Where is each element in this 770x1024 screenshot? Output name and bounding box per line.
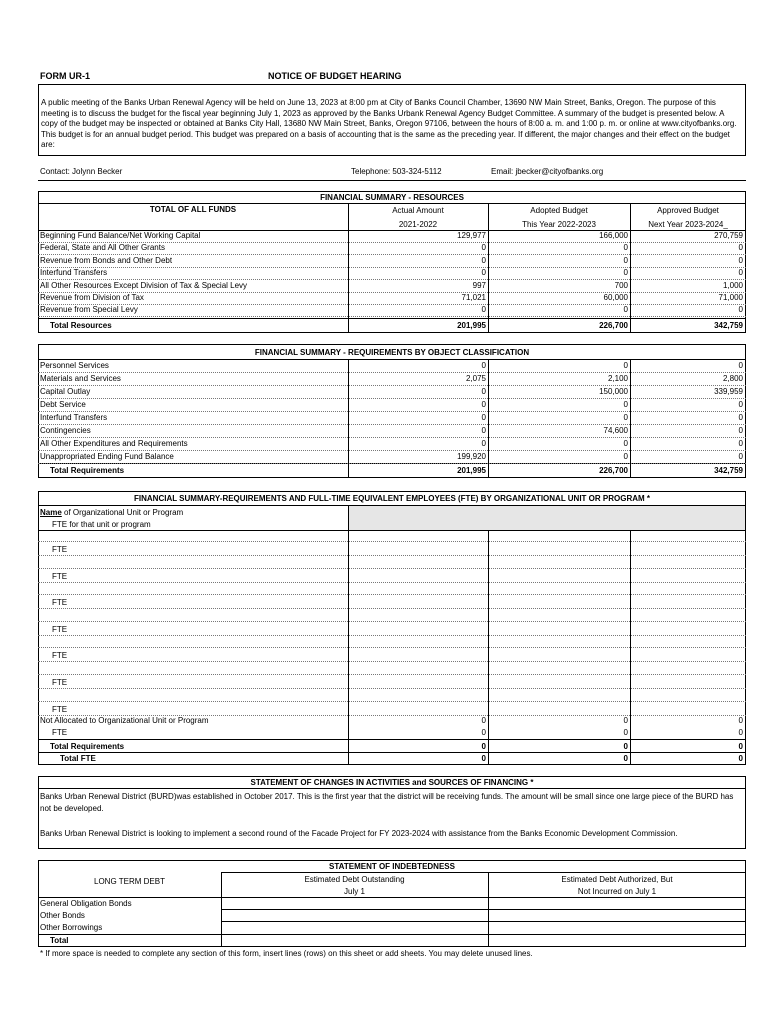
debt-col2-sub: Not Incurred on July 1 <box>577 887 657 896</box>
requirements-row-value-a: 199,920 <box>457 452 486 461</box>
notice-text: A public meeting of the Banks Urban Renewal Agency will be held on June 13, 2023 at 8:00 pm at City of Banks Council Chamber, 13690 NW Main Street, Banks, Oregon. The purpose of this meeting is to discuss the budget for the fiscal year beginning July 1, 2023 as approved by the Banks Urbank Renewal Agency Budget Committee. A summary of the budget is presented below. A copy of the budget may be inspected or obtained at Banks City Hall, 13680 NW Main Street, Banks, Oregon 97106, between the hours of 8:00 a. m. and 1:00 p. m. or online at www.cityofbanks.org. This budget is for an annual budget period. This budget was prepared on a basis of accounting that is the same as the preceding year. If different, the major changes and their effect on the budget are: <box>41 98 737 149</box>
col2-header: Adopted Budget <box>530 206 588 215</box>
resources-row-value-a: 0 <box>481 243 486 253</box>
resources-row-label: Beginning Fund Balance/Net Working Capital <box>40 231 201 240</box>
email-text: Email: jbecker@cityofbanks.org <box>491 167 604 176</box>
not-allocated-fte-a: 0 <box>481 728 486 737</box>
resources-row-value-c: 1,000 <box>722 280 743 290</box>
requirements-row-value-c: 0 <box>738 413 743 422</box>
fte-row-label: FTE <box>52 705 68 714</box>
resources-row-label: Interfund Transfers <box>40 268 108 278</box>
resources-row-value-c: 0 <box>738 243 743 253</box>
resources-row-value-a: 0 <box>481 305 486 315</box>
long-term-debt-header: LONG TERM DEBT <box>94 877 165 886</box>
requirements-row-value-a: 0 <box>481 413 486 422</box>
fte-title: FINANCIAL SUMMARY-REQUIREMENTS AND FULL-TIME EQUIVALENT EMPLOYEES (FTE) BY ORGANIZATIONAL UNIT OR PROGRAM * <box>134 494 650 503</box>
not-allocated-fte-c: 0 <box>738 728 743 737</box>
resources-row-value-b: 0 <box>623 255 628 265</box>
requirements-row-value-c: 2,800 <box>722 374 743 383</box>
not-allocated-fte-label: FTE <box>52 728 68 737</box>
total-fte-b: 0 <box>623 754 628 763</box>
requirements-row-value-b: 74,600 <box>603 426 628 435</box>
total-requirements-label: Total Requirements <box>50 466 125 475</box>
resources-row-value-c: 0 <box>738 268 743 278</box>
total-resources-c: 342,759 <box>714 321 743 330</box>
requirements-row-value-b: 0 <box>623 413 628 422</box>
resources-row-value-c: 71,000 <box>718 293 743 302</box>
requirements-row-label: Contingencies <box>40 426 91 435</box>
org-unit-name-label: Name of Organizational Unit or Program <box>40 508 184 517</box>
debt-total-label: Total <box>50 936 69 945</box>
col3-header: Approved Budget <box>657 206 719 215</box>
contact-text: Contact: Jolynn Becker <box>40 167 123 176</box>
requirements-row-label: Materials and Services <box>40 374 121 383</box>
total-requirements-c: 342,759 <box>714 466 743 475</box>
total-resources-label: Total Resources <box>50 321 112 330</box>
requirements-row-value-c: 0 <box>738 439 743 448</box>
requirements-row-value-c: 0 <box>738 426 743 435</box>
resources-row-value-c: 0 <box>738 255 743 265</box>
requirements-row-label: Interfund Transfers <box>40 413 108 422</box>
requirements-row-value-c: 0 <box>738 361 743 370</box>
requirements-row-value-c: 339,959 <box>714 387 743 396</box>
requirements-row-label: Personnel Services <box>40 361 109 370</box>
total-fte-label: Total FTE <box>60 754 96 763</box>
not-allocated-label: Not Allocated to Organizational Unit or Program <box>40 716 209 725</box>
not-allocated-a: 0 <box>481 716 486 725</box>
resources-title: FINANCIAL SUMMARY - RESOURCES <box>320 193 464 202</box>
fte-header-label: FTE for that unit or program <box>52 520 151 529</box>
resources-row-value-a: 997 <box>472 280 486 290</box>
requirements-row-value-c: 0 <box>738 452 743 461</box>
fte-total-req-a: 0 <box>481 742 486 751</box>
col3-year: Next Year 2023-2024_ <box>648 220 728 229</box>
requirements-row-value-a: 0 <box>481 361 486 370</box>
fte-row-label: FTE <box>52 545 68 554</box>
not-allocated-c: 0 <box>738 716 743 725</box>
fte-total-req-c: 0 <box>738 742 743 751</box>
resources-row-label: Federal, State and All Other Grants <box>40 243 165 253</box>
requirements-row-value-b: 0 <box>623 361 628 370</box>
debt-row-other-bonds: Other Bonds <box>40 911 85 920</box>
total-fte-a: 0 <box>481 754 486 763</box>
resources-row-value-a: 129,977 <box>457 231 486 240</box>
requirements-row-label: Debt Service <box>40 400 86 409</box>
resources-row-value-a: 71,021 <box>461 293 486 302</box>
fte-row-label: FTE <box>52 678 68 687</box>
fte-row-label: FTE <box>52 572 68 581</box>
debt-row-go-bonds: General Obligation Bonds <box>40 899 132 908</box>
fte-total-req-b: 0 <box>623 742 628 751</box>
col1-year: 2021-2022 <box>398 220 438 229</box>
total-fte-c: 0 <box>738 754 743 763</box>
total-resources-b: 226,700 <box>599 321 628 330</box>
resources-row-value-b: 0 <box>623 305 628 315</box>
requirements-row-value-a: 0 <box>481 439 486 448</box>
resources-row-value-a: 0 <box>481 268 486 278</box>
requirements-row-value-c: 0 <box>738 400 743 409</box>
requirements-row-value-b: 150,000 <box>599 387 628 396</box>
requirements-row-value-b: 2,100 <box>607 374 628 383</box>
resources-row-label: All Other Resources Except Division of Tax & Special Levy <box>40 280 248 290</box>
resources-row-value-a: 0 <box>481 255 486 265</box>
form-title: NOTICE OF BUDGET HEARING <box>268 71 402 81</box>
notice-box <box>38 84 746 156</box>
not-allocated-b: 0 <box>623 716 628 725</box>
requirements-row-value-a: 2,075 <box>465 374 486 383</box>
footnote: * If more space is needed to complete any section of this form, insert lines (rows) on this sheet or add sheets. You may delete unused lines. <box>40 949 533 958</box>
changes-paragraph-1: Banks Urban Renewal District (BURD)was established in October 2017. This is the first year that the district will be receiving funds. The amount will be small since one large piece of the BURD has not be developed. <box>40 792 734 813</box>
resources-row-value-b: 0 <box>623 243 628 253</box>
changes-title: STATEMENT OF CHANGES IN ACTIVITIES and SOURCES OF FINANCING * <box>250 778 534 787</box>
resources-row-value-b: 0 <box>623 268 628 278</box>
debt-col1-header: Estimated Debt Outstanding <box>304 875 405 884</box>
not-allocated-fte-b: 0 <box>623 728 628 737</box>
debt-row-other-borrowings: Other Borrowings <box>40 923 103 932</box>
debt-title: STATEMENT OF INDEBTEDNESS <box>329 862 455 871</box>
debt-col2-header: Estimated Debt Authorized, But <box>561 875 673 884</box>
requirements-row-value-b: 0 <box>623 452 628 461</box>
telephone-text: Telephone: 503-324-5112 <box>351 167 442 176</box>
requirements-row-label: All Other Expenditures and Requirements <box>40 439 188 448</box>
requirements-row-value-a: 0 <box>481 400 486 409</box>
form-id: FORM UR-1 <box>40 71 90 81</box>
resources-row-label: Revenue from Bonds and Other Debt <box>40 255 173 265</box>
requirements-title: FINANCIAL SUMMARY - REQUIREMENTS BY OBJECT CLASSIFICATION <box>254 348 530 357</box>
debt-col1-sub: July 1 <box>344 887 365 896</box>
resources-row-value-b: 60,000 <box>603 293 628 302</box>
requirements-row-value-b: 0 <box>623 400 628 409</box>
requirements-row-label: Capital Outlay <box>40 387 91 396</box>
fte-total-requirements-label: Total Requirements <box>50 742 125 751</box>
requirements-row-label: Unappropriated Ending Fund Balance <box>40 452 174 461</box>
total-all-funds-label: TOTAL OF ALL FUNDS <box>149 205 237 214</box>
requirements-row-value-b: 0 <box>623 439 628 448</box>
col2-year: This Year 2022-2023 <box>522 220 596 229</box>
requirements-row-value-a: 0 <box>481 387 486 396</box>
total-resources-a: 201,995 <box>457 321 486 330</box>
col1-header: Actual Amount <box>392 206 444 215</box>
total-requirements-a: 201,995 <box>457 466 486 475</box>
changes-paragraph-2: Banks Urban Renewal District is looking to implement a second round of the Facade Project for FY 2023-2024 with assistance from the Banks Economic Development Commission. <box>40 829 678 838</box>
resources-row-value-b: 700 <box>614 280 628 290</box>
total-requirements-b: 226,700 <box>599 466 628 475</box>
resources-row-value-b: 166,000 <box>599 231 628 240</box>
requirements-row-value-a: 0 <box>481 426 486 435</box>
fte-row-label: FTE <box>52 598 68 607</box>
resources-row-value-c: 270,759 <box>714 231 743 240</box>
fte-row-label: FTE <box>52 651 68 660</box>
fte-row-label: FTE <box>52 625 68 634</box>
resources-row-label: Revenue from Special Levy <box>40 305 138 315</box>
resources-row-label: Revenue from Division of Tax <box>40 293 144 302</box>
resources-row-value-c: 0 <box>738 305 743 315</box>
